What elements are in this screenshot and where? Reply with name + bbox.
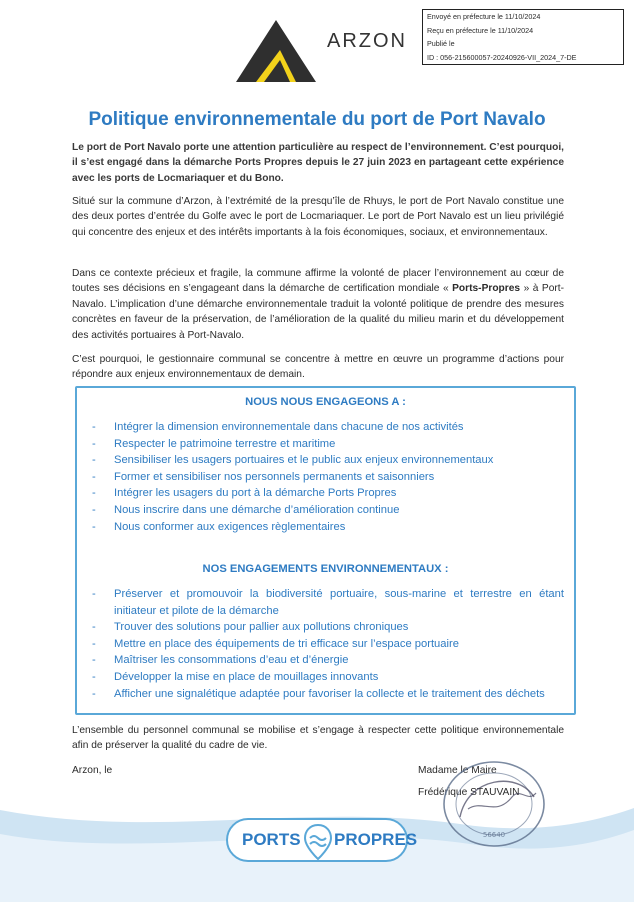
paragraph-program: C’est pourquoi, le gestionnaire communal se concentre à mettre en œuvre un programme d’actions pour répondre aux enjeux environnementaux de demain. bbox=[72, 354, 564, 381]
section-title-engagements: NOUS NOUS ENGAGEONS A : bbox=[245, 396, 406, 408]
stamp-line-id: ID : 056-215600057-20240926-VII_2024_7-DE bbox=[427, 52, 577, 62]
stamp-line-published: Publié le bbox=[427, 39, 455, 48]
list-item: - Développer la mise en place de mouillages innovants bbox=[92, 669, 564, 686]
brand-name: ARZON bbox=[327, 30, 407, 52]
place-date: Arzon, le bbox=[72, 765, 113, 776]
paragraph-commitment bbox=[72, 266, 564, 343]
list-item: - Intégrer les usagers du port à la démarche Ports Propres bbox=[92, 485, 564, 502]
section-title-environmental: NOS ENGAGEMENTS ENVIRONNEMENTAUX : bbox=[202, 563, 449, 575]
prefecture-stamp bbox=[422, 9, 624, 65]
list-item: - Intégrer la dimension environnementale dans chacune de nos activités bbox=[92, 419, 564, 436]
signer-role: Madame le Maire bbox=[418, 765, 497, 776]
closing-paragraph: L’ensemble du personnel communal se mobilise et s’engage à respecter cette politique environnementale afin de préserver la qualité du cadre de vie. bbox=[72, 725, 564, 752]
stamp-line-received: Reçu en préfecture le 11/10/2024 bbox=[427, 25, 534, 35]
paragraph-commitment-end: » à Port-Navalo. L’implication d’une démarche environnementale traduit la volonté politique de prendre des mesures concrètes en faveur de la préservation, de l’amélioration de la qualité du milieu marin et du développement des activités portuaires à Port-Navalo. bbox=[72, 283, 564, 341]
mairie-seal-stamp bbox=[438, 757, 550, 851]
page-title: Politique environnementale du port de Port Navalo bbox=[88, 109, 546, 130]
list-item: - Trouver des solutions pour pallier aux pollutions chroniques bbox=[92, 619, 564, 636]
list-item: - Afficher une signalétique adaptée pour favoriser la collecte et le traitement des déchets bbox=[92, 686, 564, 703]
logo-word-propres: PROPRES bbox=[334, 830, 418, 849]
water-drop-icon bbox=[303, 823, 333, 861]
ports-propres-logo bbox=[226, 818, 418, 862]
list-item: - Mettre en place des équipements de tri efficace sur l’espace portuaire bbox=[92, 636, 564, 653]
paragraph-location: Situé sur la commune d’Arzon, à l’extrémité de la presqu’île de Rhuys, le port de Port Navalo constitue une des deux portes d’entrée du Golfe avec le port de Locmariaquer. Le port de Port Navalo est un lieu privilégié qui concentre des enjeux et des intérêts importants à la fois économiques, sociaux, et environnementaux. bbox=[72, 196, 564, 238]
list-item: - Respecter le patrimoine terrestre et maritime bbox=[92, 436, 564, 453]
stamp-line-sent: Envoyé en préfecture le 11/10/2024 bbox=[427, 12, 541, 21]
list-item: - Maîtriser les consommations d’eau et d’énergie bbox=[92, 652, 564, 669]
arzon-logo-icon bbox=[236, 20, 316, 82]
engagement-list bbox=[92, 419, 564, 535]
svg-text:56640: 56640 bbox=[482, 831, 506, 839]
list-item: - Nous conformer aux exigences règlementaires bbox=[92, 519, 564, 536]
signer-name: Frédérique STAUVAIN bbox=[418, 787, 520, 798]
ports-propres-highlight: Ports-Propres bbox=[452, 283, 521, 295]
intro-paragraph: Le port de Port Navalo porte une attention particulière au respect de l’environnement. C’est pourquoi, il s’est engagé dans la démarche Ports Propres depuis le 27 juin 2023 en partageant cette expérience avec les ports de Locmariaquer et du Bono. bbox=[72, 142, 564, 184]
list-item: - Former et sensibiliser nos personnels permanents et saisonniers bbox=[92, 469, 564, 486]
list-item: - Préserver et promouvoir la biodiversité portuaire, sous-marine et terrestre en étant initiateur et pilote de la démarche bbox=[92, 586, 564, 619]
paragraph-commitment-start: Dans ce contexte précieux et fragile, la commune affirme la volonté de placer l’environnement au cœur de toutes ses décisions en s’engageant dans la démarche de certification mondiale « bbox=[72, 268, 564, 295]
logo-word-ports: PORTS bbox=[242, 830, 301, 849]
list-item: - Nous inscrire dans une démarche d’amélioration continue bbox=[92, 502, 564, 519]
environmental-list bbox=[92, 586, 564, 702]
list-item: - Sensibiliser les usagers portuaires et le public aux enjeux environnementaux bbox=[92, 452, 564, 469]
